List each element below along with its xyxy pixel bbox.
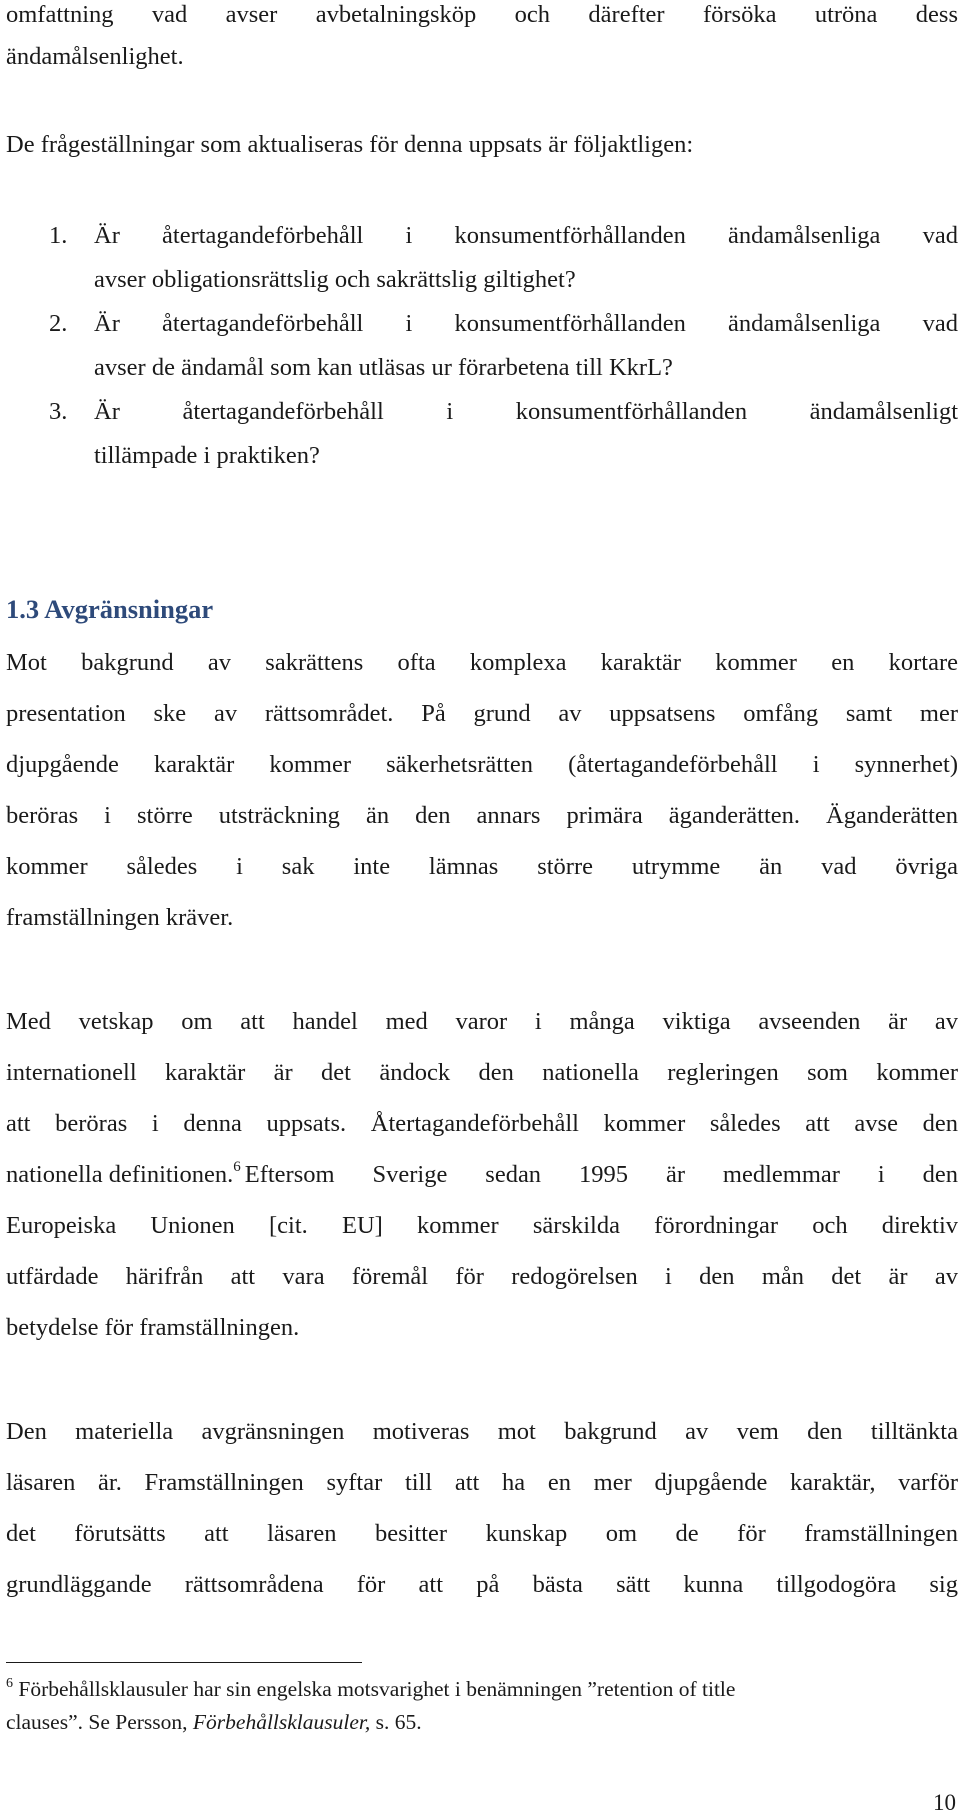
paragraph-line: det förutsätts att läsaren besitter kunskap om de för framställningen: [6, 1520, 958, 1547]
list-item-line: Är återtagandeförbehåll i konsumentförhållanden ändamålsenligt: [94, 398, 958, 425]
paragraph-line: grundläggande rättsområdena för att på bästa sätt kunna tillgodogöra sig: [6, 1571, 958, 1598]
paragraph-line-end: Eftersom Sverige sedan 1995 är medlemmar i den: [244, 1161, 958, 1188]
footnote-text: clauses”. Se Persson,: [6, 1710, 193, 1734]
list-number: 1.: [49, 222, 68, 249]
questions-intro: De frågeställningar som aktualiseras för denna uppsats är följaktligen:: [6, 131, 694, 158]
list-item-line: avser obligationsrättslig och sakrättslig giltighet?: [94, 266, 576, 293]
footnote-divider: [6, 1662, 362, 1663]
paragraph-line: Den materiella avgränsningen motiveras mot bakgrund av vem den tilltänkta: [6, 1418, 958, 1445]
paragraph-line: kommer således i sak inte lämnas större utrymme än vad övriga: [6, 853, 958, 880]
list-item-line: Är återtagandeförbehåll i konsumentförhållanden ändamålsenliga vad: [94, 310, 958, 337]
paragraph-line: att beröras i denna uppsats. Återtagandeförbehåll kommer således att avse den: [6, 1110, 958, 1137]
paragraph-line: presentation ske av rättsområdet. På grund av uppsatsens omfång samt mer: [6, 700, 958, 727]
section-heading: 1.3 Avgränsningar: [6, 594, 214, 624]
paragraph-line: beröras i större utsträckning än den annars primära äganderätten. Äganderätten: [6, 802, 958, 829]
paragraph-line: djupgående karaktär kommer säkerhetsrätten (återtagandeförbehåll i synnerhet): [6, 751, 958, 778]
paragraph-line: betydelse för framställningen.: [6, 1314, 300, 1341]
list-number: 2.: [49, 310, 68, 337]
paragraph-line-start: [6, 1160, 241, 1193]
footnote-text: s. 65.: [370, 1710, 422, 1734]
paragraph-line: Mot bakgrund av sakrättens ofta komplexa karaktär kommer en kortare: [6, 649, 958, 676]
paragraph-line: läsaren är. Framställningen syftar till att ha en mer djupgående karaktär, varför: [6, 1469, 958, 1496]
paragraph-line: internationell karaktär är det ändock den nationella regleringen som kommer: [6, 1059, 958, 1086]
footnote-line-1: [6, 1676, 735, 1706]
list-item-line: avser de ändamål som kan utläsas ur förarbetena till KkrL?: [94, 354, 673, 381]
page-number: 10: [933, 1790, 956, 1815]
list-item-line: Är återtagandeförbehåll i konsumentförhållanden ändamålsenliga vad: [94, 222, 958, 249]
intro-line-2: ändamålsenlighet.: [6, 43, 184, 70]
footnote-line-2: [6, 1709, 422, 1735]
footnote-reference[interactable]: 6: [233, 1159, 241, 1175]
list-number: 3.: [49, 398, 68, 425]
paragraph-line: Med vetskap om att handel med varor i många viktiga avseenden är av: [6, 1008, 958, 1035]
paragraph-line: Europeiska Unionen [cit. EU] kommer särskilda förordningar och direktiv: [6, 1212, 958, 1239]
paragraph-line: utfärdade härifrån att vara föremål för redogörelsen i den mån det är av: [6, 1263, 958, 1290]
footnote-citation-title: Förbehållsklausuler,: [192, 1710, 371, 1734]
footnote-text: Förbehållsklausuler har sin engelska motsvarighet i benämningen ”retention of title: [13, 1677, 736, 1701]
list-item-line: tillämpade i praktiken?: [94, 442, 320, 469]
paragraph-line: framställningen kräver.: [6, 904, 234, 931]
paragraph-text: nationella definitionen.: [6, 1161, 234, 1188]
intro-line-1: omfattning vad avser avbetalningsköp och därefter försöka utröna dess: [6, 1, 958, 28]
paragraph-line: [6, 1160, 958, 1193]
footnote-number: 6: [6, 1676, 13, 1691]
